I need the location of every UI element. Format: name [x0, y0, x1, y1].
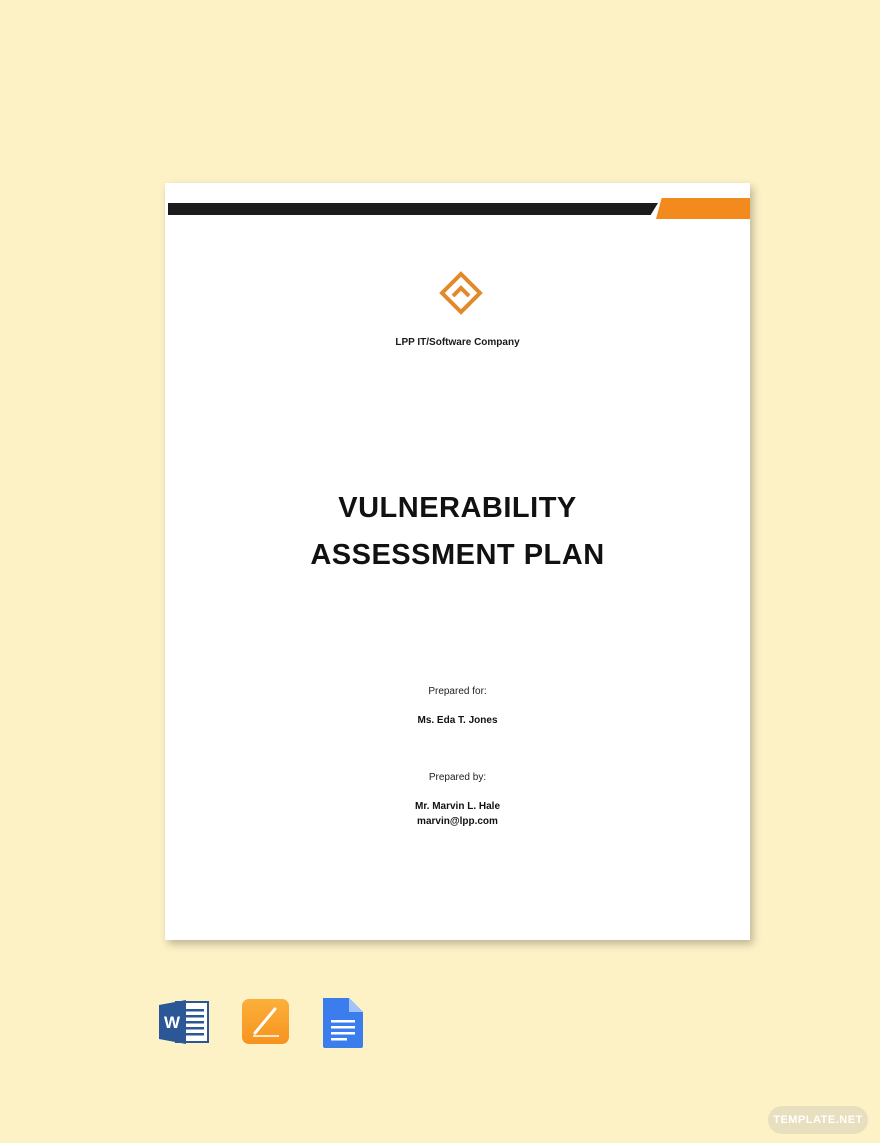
- prepared-by-name: Mr. Marvin L. Hale: [414, 801, 501, 812]
- header-bar-dark: [168, 203, 658, 215]
- svg-text:W: W: [163, 1013, 181, 1032]
- header-bar-accent: [656, 198, 750, 219]
- template-net-badge[interactable]: TEMPLATE.NET: [768, 1106, 868, 1134]
- company-logo-icon: [439, 271, 483, 315]
- title-line-2: ASSESSMENT PLAN: [310, 539, 605, 571]
- prepared-by-label: Prepared by:: [428, 772, 487, 783]
- prepared-by-email: marvin@lpp.com: [417, 816, 498, 827]
- prepared-for-label: Prepared for:: [428, 686, 487, 697]
- prepared-for-name: Ms. Eda T. Jones: [417, 715, 498, 726]
- word-icon[interactable]: [158, 996, 210, 1048]
- document-page: [165, 183, 750, 940]
- google-docs-icon[interactable]: [321, 996, 365, 1050]
- document-title: [165, 485, 750, 579]
- title-line-1: VULNERABILITY: [338, 492, 577, 524]
- company-name: LPP IT/Software Company: [395, 337, 520, 348]
- pages-icon[interactable]: [241, 996, 291, 1048]
